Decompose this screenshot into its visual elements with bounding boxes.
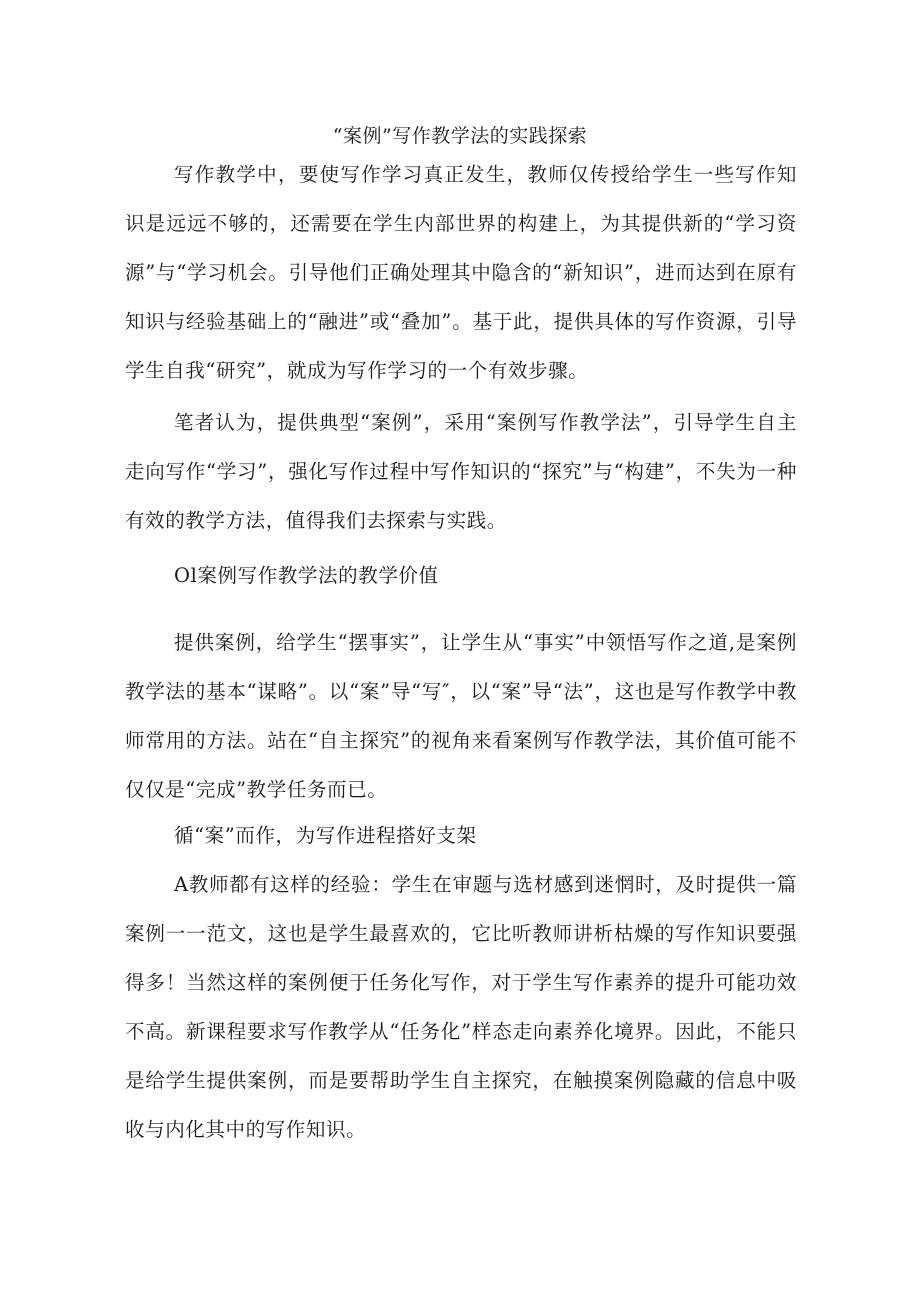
section-heading-value: Ol案例写作教学法的教学价值 — [174, 564, 439, 587]
paragraph-intro: 写作教学中，要使写作学习真正发生，教师仅传授给学生一些写作知识是远远不够的，还需要在学生内部世界的构建上，为其提供新的“学习资源”与“学习机会。引导他们正确处理其中隐含的“新知识”，进而达到在原有知识与经验基础上的“融进”或“叠加”。基于此，提供具体的写作资源，引导学生自我“研究”，就成为写作学习的一个有效步骤。 — [125, 163, 797, 382]
document-title: “案例”写作教学法的实践探索 — [332, 125, 588, 147]
paragraph-author-view: 笔者认为，提供典型“案例”，采用“案例写作教学法”，引导学生自主走向写作“学习”，强化写作过程中写作知识的“探究”与“构建”，不失为一种有效的教学方法，值得我们去探索与实践。 — [125, 411, 797, 532]
paragraph-scaffold: A教师都有这样的经验：学生在审题与选材感到迷惘时，及时提供一篇案例一一范文，这也是学生最喜欢的，它比听教师讲析枯燥的写作知识要强得多！当然这样的案例便于任务化写作，对于学生写作素养的提升可能功效不高。新课程要求写作教学从“任务化”样态走向素养化境界。因此，不能只是给学生提供案例，而是要帮助学生自主探究，在触摸案例隐藏的信息中吸收与内化其中的写作知识。 — [125, 873, 797, 1141]
section-heading-scaffold: 循“案”而作，为写作进程搭好支架 — [174, 824, 477, 847]
paragraph-value: 提供案例，给学生“摆事实”，让学生从“事实”中领悟写作之道,是案例教学法的基本“谋略”。以“案”导“写″，以“案”导“法”，这也是写作教学中教师常用的方法。站在“自主探究”的视角来看案例写作教学法，其价值可能不仅仅是“完成”教学任务而已。 — [125, 631, 797, 801]
